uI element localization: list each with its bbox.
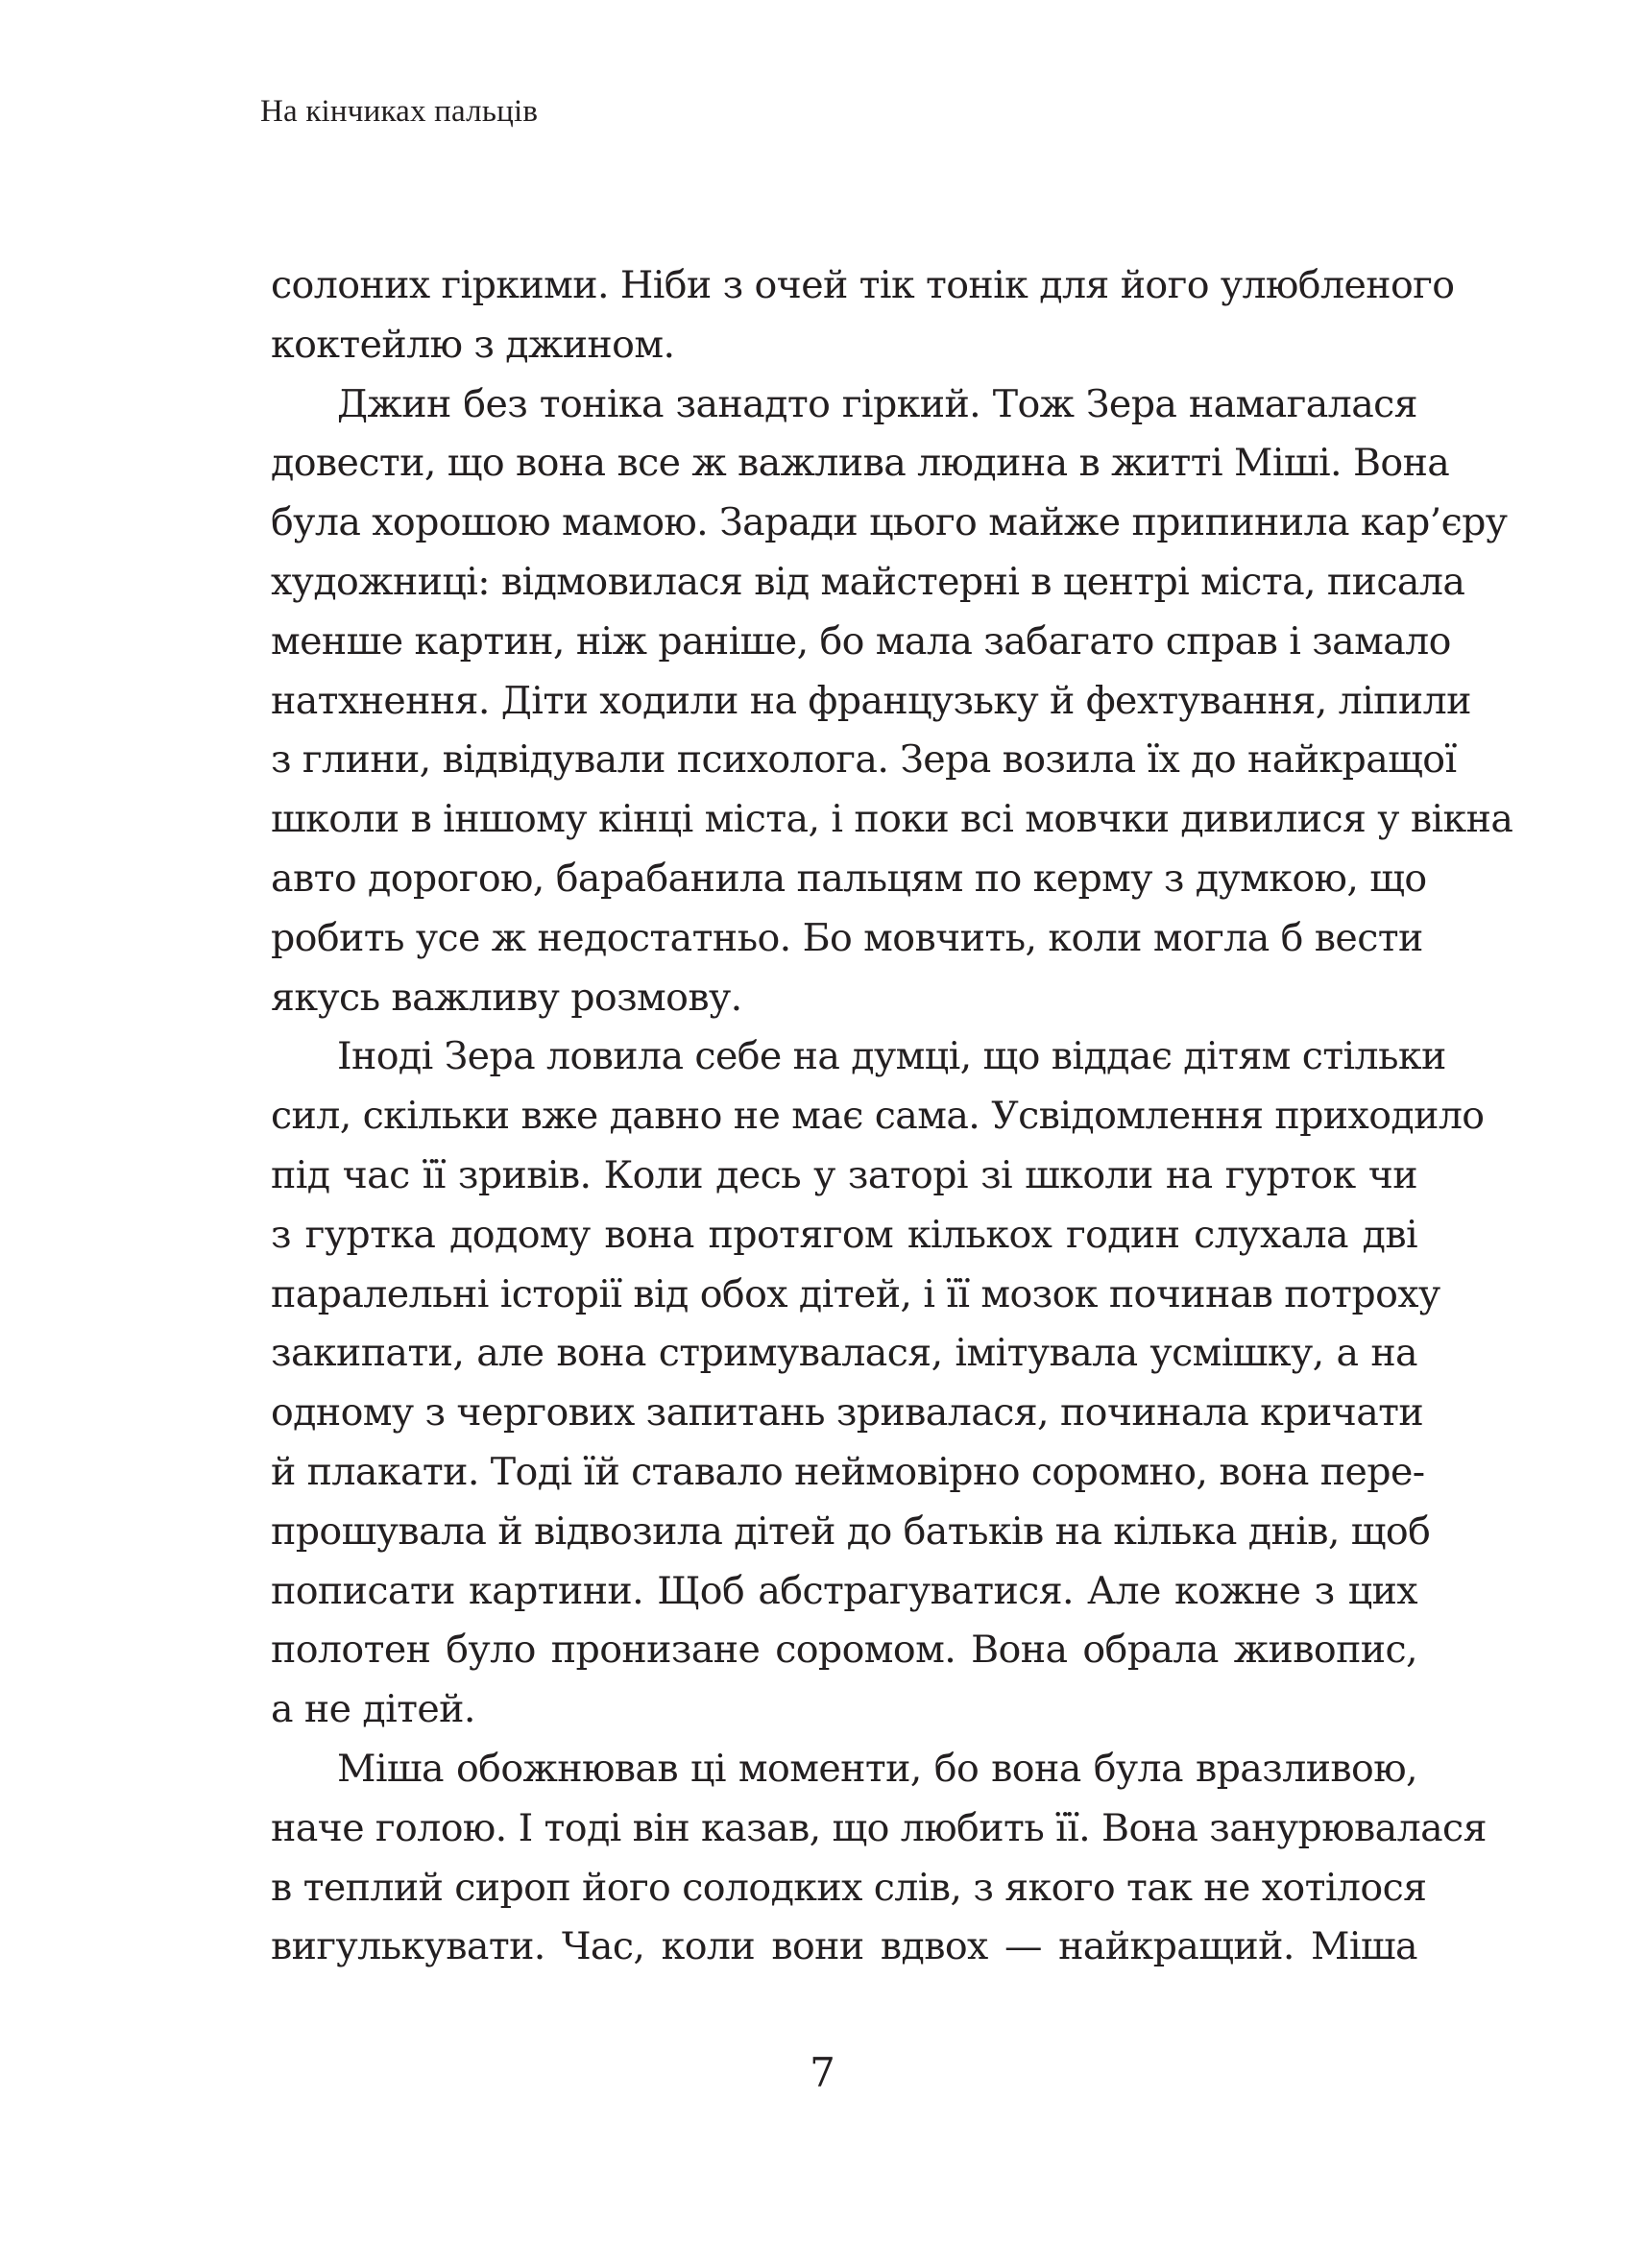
text-line: під час її зривів. Коли десь у заторі зі школи на гурток чи	[271, 1152, 1417, 1197]
text-line: менше картин, ніж раніше, бо мала забагато справ і замало	[271, 618, 1451, 664]
text-line: з гуртка додому вона протягом кількох годин слухала дві	[271, 1212, 1417, 1257]
text-line: авто дорогою, барабанила пальцям по керму з думкою, що	[271, 856, 1427, 901]
body-text	[271, 256, 1513, 1977]
text-line: в теплий сироп його солодких слів, з якого так не хотілося	[271, 1865, 1427, 1910]
text-line: якусь важливу розмову.	[271, 975, 742, 1020]
text-line: полотен було пронизане соромом. Вона обрала живопис,	[271, 1628, 1417, 1673]
text-line: Джин без тоніка занадто гіркий. Тож Зера намагалася	[337, 381, 1417, 426]
page-number: 7	[810, 2049, 835, 2096]
text-line: наче голою. І тоді він казав, що любить її. Вона занурювалася	[271, 1805, 1487, 1850]
text-line: коктейлю з джином.	[271, 322, 675, 367]
running-header: На кінчиках пальців	[260, 94, 539, 129]
text-line: Іноді Зера ловила себе на думці, що віддає дітям стільки	[337, 1034, 1446, 1079]
text-line: пописати картини. Щоб абстрагуватися. Але кожне з цих	[271, 1568, 1417, 1613]
text-line: робить усе ж недостатньо. Бо мовчить, коли могла б вести	[271, 915, 1423, 960]
text-line: натхнення. Діти ходили на французьку й фехтування, ліпили	[271, 678, 1471, 723]
text-line: довести, що вона все ж важлива людина в житті Міші. Вона	[271, 441, 1450, 486]
text-line: одному з чергових запитань зривалася, починала кричати	[271, 1390, 1424, 1436]
text-line: паралельні історії від обох дітей, і її мозок починав потроху	[271, 1271, 1440, 1316]
text-line: була хорошою мамою. Заради цього майже припинила кар’єру	[271, 500, 1508, 545]
text-line: з глини, відвідували психолога. Зера возила їх до найкращої	[271, 737, 1457, 783]
text-line: вигулькувати. Час, коли вони вдвох — найкращий. Міша	[271, 1924, 1417, 1969]
text-line: солоних гіркими. Ніби з очей тік тонік для його улюбленого	[271, 263, 1455, 307]
text-line: й плакати. Тоді їй ставало неймовірно соромно, вона пере-	[271, 1449, 1425, 1494]
text-line: закипати, але вона стримувалася, імітувала усмішку, а на	[271, 1331, 1417, 1376]
text-line: а не дітей.	[271, 1687, 475, 1732]
text-line: художниці: відмовилася від майстерні в центрі міста, писала	[271, 559, 1465, 604]
text-line: школи в іншому кінці міста, і поки всі мовчки дивилися у вікна	[271, 797, 1513, 842]
text-line: сил, скільки вже давно не має сама. Усвідомлення приходило	[271, 1094, 1485, 1139]
text-line: Міша обожнював ці моменти, бо вона була вразливою,	[337, 1746, 1417, 1791]
text-line: прошувала й відвозила дітей до батьків на кілька днів, щоб	[271, 1508, 1431, 1554]
